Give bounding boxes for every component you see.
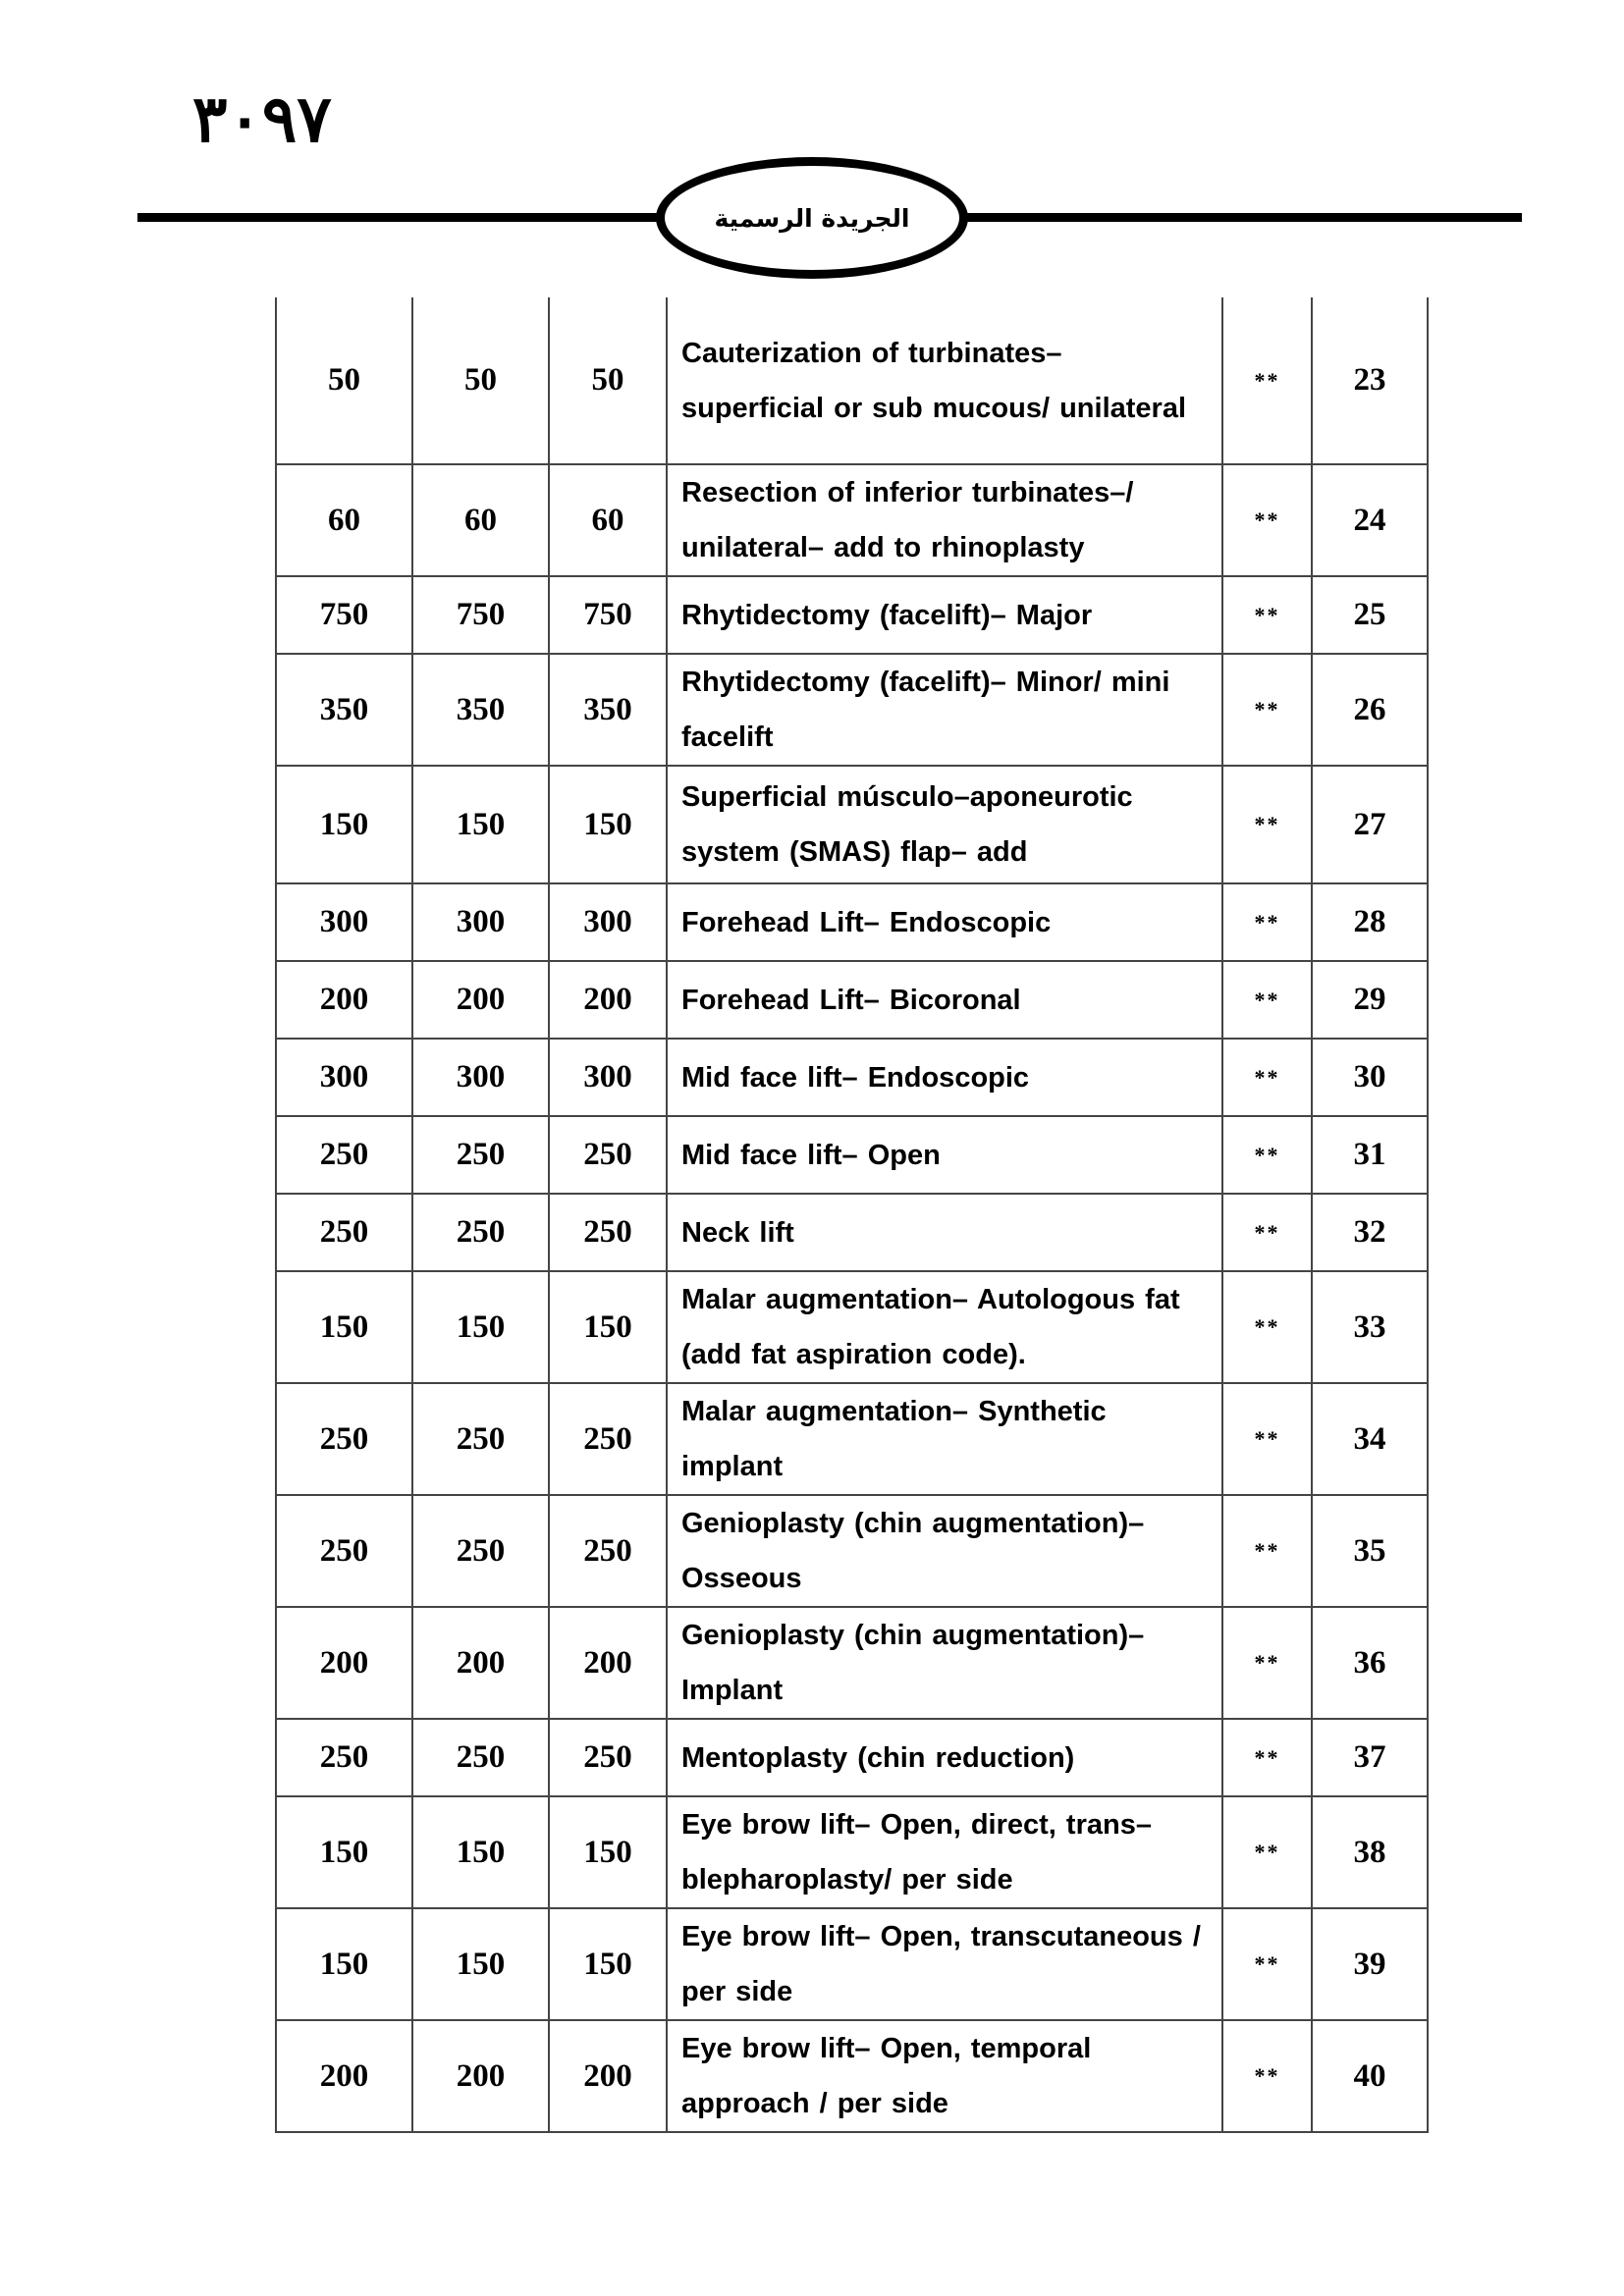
procedure-description: Mid face lift– Open	[667, 1116, 1222, 1194]
procedure-description: Forehead Lift– Bicoronal	[667, 961, 1222, 1039]
asterisk-mark: **	[1222, 1383, 1312, 1495]
fee-value-2: 50	[412, 297, 549, 464]
fee-value-1: 250	[276, 1383, 412, 1495]
item-number: 29	[1312, 961, 1428, 1039]
table-row	[276, 1719, 1428, 1796]
procedure-description: Mid face lift– Endoscopic	[667, 1039, 1222, 1116]
item-number: 32	[1312, 1194, 1428, 1271]
table-row	[276, 1495, 1428, 1607]
item-number: 27	[1312, 766, 1428, 883]
table-row	[276, 1039, 1428, 1116]
fee-value-2: 150	[412, 1908, 549, 2020]
item-number: 39	[1312, 1908, 1428, 2020]
table-row	[276, 654, 1428, 766]
asterisk-mark: **	[1222, 883, 1312, 961]
table-row	[276, 464, 1428, 576]
fee-value-2: 250	[412, 1495, 549, 1607]
fee-value-1: 200	[276, 961, 412, 1039]
item-number: 25	[1312, 576, 1428, 654]
fee-value-2: 250	[412, 1116, 549, 1194]
fee-value-2: 300	[412, 883, 549, 961]
procedure-description: Resection of inferior turbinates–/ unilateral– add to rhinoplasty	[667, 464, 1222, 576]
table-row	[276, 883, 1428, 961]
item-number: 26	[1312, 654, 1428, 766]
fee-value-3: 50	[549, 297, 667, 464]
fee-value-2: 250	[412, 1194, 549, 1271]
procedure-description: Forehead Lift– Endoscopic	[667, 883, 1222, 961]
procedure-description: Superficial músculo–aponeurotic system (SMAS) flap– add	[667, 766, 1222, 883]
fee-table	[275, 297, 1429, 2133]
fee-value-3: 300	[549, 1039, 667, 1116]
header-rule-left	[137, 213, 663, 222]
table-row	[276, 766, 1428, 883]
asterisk-mark: **	[1222, 1116, 1312, 1194]
item-number: 31	[1312, 1116, 1428, 1194]
fee-value-3: 60	[549, 464, 667, 576]
procedure-description: Malar augmentation– Synthetic implant	[667, 1383, 1222, 1495]
fee-table-body	[276, 297, 1428, 2132]
fee-value-2: 250	[412, 1383, 549, 1495]
fee-value-1: 250	[276, 1719, 412, 1796]
table-row	[276, 576, 1428, 654]
fee-value-1: 300	[276, 883, 412, 961]
fee-value-1: 150	[276, 1908, 412, 2020]
fee-value-3: 150	[549, 1908, 667, 2020]
fee-value-1: 250	[276, 1116, 412, 1194]
procedure-description: Mentoplasty (chin reduction)	[667, 1719, 1222, 1796]
fee-value-3: 150	[549, 1796, 667, 1908]
fee-value-3: 200	[549, 1607, 667, 1719]
table-row	[276, 961, 1428, 1039]
asterisk-mark: **	[1222, 654, 1312, 766]
fee-value-2: 350	[412, 654, 549, 766]
fee-value-3: 250	[549, 1383, 667, 1495]
fee-value-3: 150	[549, 766, 667, 883]
table-row	[276, 1607, 1428, 1719]
procedure-description: Cauterization of turbinates– superficial or sub mucous/ unilateral	[667, 297, 1222, 464]
fee-value-2: 150	[412, 1796, 549, 1908]
table-row	[276, 1796, 1428, 1908]
procedure-description: Neck lift	[667, 1194, 1222, 1271]
asterisk-mark: **	[1222, 1796, 1312, 1908]
asterisk-mark: **	[1222, 1194, 1312, 1271]
fee-value-2: 200	[412, 1607, 549, 1719]
procedure-description: Eye brow lift– Open, transcutaneous / per side	[667, 1908, 1222, 2020]
fee-value-2: 200	[412, 2020, 549, 2132]
fee-value-1: 50	[276, 297, 412, 464]
asterisk-mark: **	[1222, 1607, 1312, 1719]
fee-value-2: 250	[412, 1719, 549, 1796]
fee-value-3: 150	[549, 1271, 667, 1383]
fee-value-3: 350	[549, 654, 667, 766]
procedure-description: Eye brow lift– Open, temporal approach / per side	[667, 2020, 1222, 2132]
item-number: 28	[1312, 883, 1428, 961]
item-number: 40	[1312, 2020, 1428, 2132]
table-row	[276, 1194, 1428, 1271]
fee-value-2: 150	[412, 766, 549, 883]
item-number: 36	[1312, 1607, 1428, 1719]
table-row	[276, 1908, 1428, 2020]
fee-value-3: 250	[549, 1495, 667, 1607]
asterisk-mark: **	[1222, 1495, 1312, 1607]
fee-value-1: 150	[276, 1796, 412, 1908]
table-row	[276, 1116, 1428, 1194]
asterisk-mark: **	[1222, 297, 1312, 464]
fee-value-1: 350	[276, 654, 412, 766]
fee-value-1: 200	[276, 1607, 412, 1719]
table-row	[276, 297, 1428, 464]
table-row	[276, 1383, 1428, 1495]
item-number: 23	[1312, 297, 1428, 464]
procedure-description: Rhytidectomy (facelift)– Minor/ mini facelift	[667, 654, 1222, 766]
asterisk-mark: **	[1222, 2020, 1312, 2132]
fee-value-2: 150	[412, 1271, 549, 1383]
fee-value-3: 250	[549, 1116, 667, 1194]
asterisk-mark: **	[1222, 961, 1312, 1039]
asterisk-mark: **	[1222, 576, 1312, 654]
item-number: 37	[1312, 1719, 1428, 1796]
fee-value-1: 200	[276, 2020, 412, 2132]
procedure-description: Malar augmentation– Autologous fat (add fat aspiration code).	[667, 1271, 1222, 1383]
fee-value-1: 750	[276, 576, 412, 654]
table-row	[276, 2020, 1428, 2132]
item-number: 35	[1312, 1495, 1428, 1607]
asterisk-mark: **	[1222, 464, 1312, 576]
fee-value-1: 60	[276, 464, 412, 576]
fee-value-1: 250	[276, 1495, 412, 1607]
procedure-description: Genioplasty (chin augmentation)– Implant	[667, 1607, 1222, 1719]
asterisk-mark: **	[1222, 1039, 1312, 1116]
fee-value-1: 150	[276, 1271, 412, 1383]
fee-value-1: 150	[276, 766, 412, 883]
asterisk-mark: **	[1222, 1908, 1312, 2020]
procedure-description: Genioplasty (chin augmentation)– Osseous	[667, 1495, 1222, 1607]
fee-value-2: 300	[412, 1039, 549, 1116]
header-rule-right	[967, 213, 1522, 222]
fee-value-3: 200	[549, 961, 667, 1039]
asterisk-mark: **	[1222, 766, 1312, 883]
item-number: 38	[1312, 1796, 1428, 1908]
procedure-description: Rhytidectomy (facelift)– Major	[667, 576, 1222, 654]
gazette-title: الجريدة الرسمية	[714, 203, 910, 233]
fee-value-1: 250	[276, 1194, 412, 1271]
item-number: 30	[1312, 1039, 1428, 1116]
asterisk-mark: **	[1222, 1719, 1312, 1796]
fee-value-2: 200	[412, 961, 549, 1039]
page-number: ٣٠٩٧	[192, 80, 332, 157]
fee-value-3: 250	[549, 1719, 667, 1796]
fee-value-2: 60	[412, 464, 549, 576]
fee-value-2: 750	[412, 576, 549, 654]
item-number: 34	[1312, 1383, 1428, 1495]
item-number: 24	[1312, 464, 1428, 576]
fee-value-3: 750	[549, 576, 667, 654]
fee-value-3: 200	[549, 2020, 667, 2132]
gazette-title-oval	[656, 157, 968, 279]
procedure-description: Eye brow lift– Open, direct, trans– blepharoplasty/ per side	[667, 1796, 1222, 1908]
item-number: 33	[1312, 1271, 1428, 1383]
fee-value-3: 300	[549, 883, 667, 961]
fee-value-1: 300	[276, 1039, 412, 1116]
table-row	[276, 1271, 1428, 1383]
asterisk-mark: **	[1222, 1271, 1312, 1383]
fee-value-3: 250	[549, 1194, 667, 1271]
